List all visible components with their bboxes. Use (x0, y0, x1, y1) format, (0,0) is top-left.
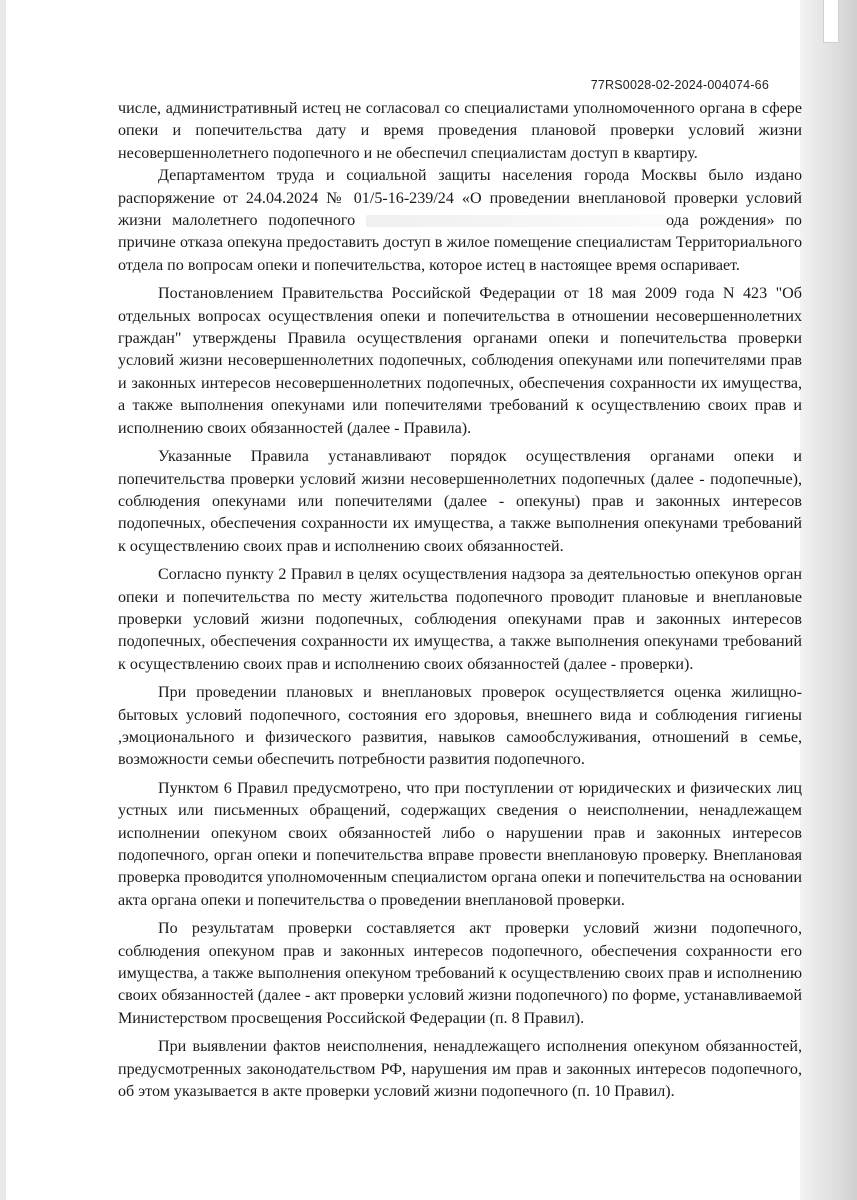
scan-left-edge (0, 0, 6, 1200)
paragraph-5: Согласно пункту 2 Правил в целях осуществления надзора за деятельностью опекунов орган опеки и попечительства по месту жительства подопечного проводит плановые и внеплановые проверки условий жизни подопечных, соблюдения опекунами прав и законных интересов подопечных, обеспечения сохранности их имущества, а также выполнения опекунами требований к осуществлению своих прав и исполнению своих обязанностей (далее - проверки). (118, 566, 802, 673)
paragraph-2-part-a: Департаментом труда и социальной защиты населения города Москвы было издано распоряжение от 24.04.2024 № 01/5-16-239/24 «О проведении внеплановой проверки условий жизни малолетнего подопечного (118, 167, 802, 230)
paragraph-3: Постановлением Правительства Российской Федерации от 18 мая 2009 года N 423 "Об отдельных вопросах осуществления опеки и попечительства в отношении несовершеннолетних граждан" утверждены Правила осуществления органами опеки и попечительства проверки условий жизни несовершеннолетних подопечных, соблюдения опекунами или попечителями прав и законных интересов несовершеннолетних подопечных, обеспечения сохранности их имущества, а также выполнения опекунами или попечителями требований к осуществлению своих прав и исполнению своих обязанностей (далее - Правила). (118, 285, 802, 437)
paragraph-7: Пунктом 6 Правил предусмотрено, что при поступлении от юридических и физических лиц устных или письменных обращений, содержащих сведения о неисполнении, ненадлежащем исполнении опекуном своих обязанностей либо о нарушении прав и законных интересов подопечного, орган опеки и попечительства вправе провести внеплановую проверку. Внеплановая проверка проводится уполномоченным специалистом органа опеки и попечительства на основании акта органа опеки и попечительства о проведении внеплановой проверки. (118, 779, 802, 909)
paragraph-4: Указанные Правила устанавливают порядок осуществления органами опеки и попечительства проверки условий жизни несовершеннолетних подопечных (далее - подопечные), соблюдения опекунами или попечителями (далее - опекуны) прав и законных интересов подопечных, обеспечения сохранности их имущества, а также выполнения опекунами требований к осуществлению своих прав и исполнению своих обязанностей. (118, 448, 802, 555)
paragraph-2-part-b: ода рождения» по причине отказа опекуна предоставить доступ в жилое помещение специалистам Территориального отдела по вопросам опеки и попечительства, которое истец в настоящее время оспаривает. (118, 212, 802, 274)
document-page (10, 0, 800, 1200)
paragraph-8: По результатам проверки составляется акт проверки условий жизни подопечного, соблюдения опекуном прав и законных интересов подопечного, обеспечения сохранности его имущества, а также выполнения опекуном требований к осуществлению своих прав и исполнению своих обязанностей (далее - акт проверки условий жизни подопечного) по форме, устанавливаемой Министерством просвещения Российской Федерации (п. 8 Правил). (118, 920, 802, 1027)
redacted-area (366, 215, 666, 227)
paragraph-9: При выявлении фактов неисполнения, ненадлежащего исполнения опекуном обязанностей, предусмотренных законодательством РФ, нарушения им прав и законных интересов подопечного, об этом указывается в акте проверки условий жизни подопечного (п. 10 Правил). (118, 1038, 802, 1101)
document-body (118, 98, 802, 1103)
scan-right-edge (797, 0, 857, 1200)
paragraph-6: При проведении плановых и внеплановых проверок осуществляется оценка жилищно-бытовых условий подопечного, состояния его здоровья, внешнего вида и соблюдения гигиены ,эмоционального и физического развития, навыков самообслуживания, отношений в семье, возможности семьи обеспечить потребности развития подопечного. (118, 684, 802, 769)
scan-edge-tab (823, 0, 839, 43)
paragraph-2 (118, 165, 802, 277)
document-id: 77RS0028-02-2024-004074-66 (590, 78, 769, 92)
paragraph-1: числе, административный истец не согласовал со специалистами уполномоченного органа в сфере опеки и попечительства дату и время проведения плановой проверки условий жизни несовершеннолетнего подопечного и не обеспечил специалистам доступ в квартиру. (118, 100, 802, 162)
